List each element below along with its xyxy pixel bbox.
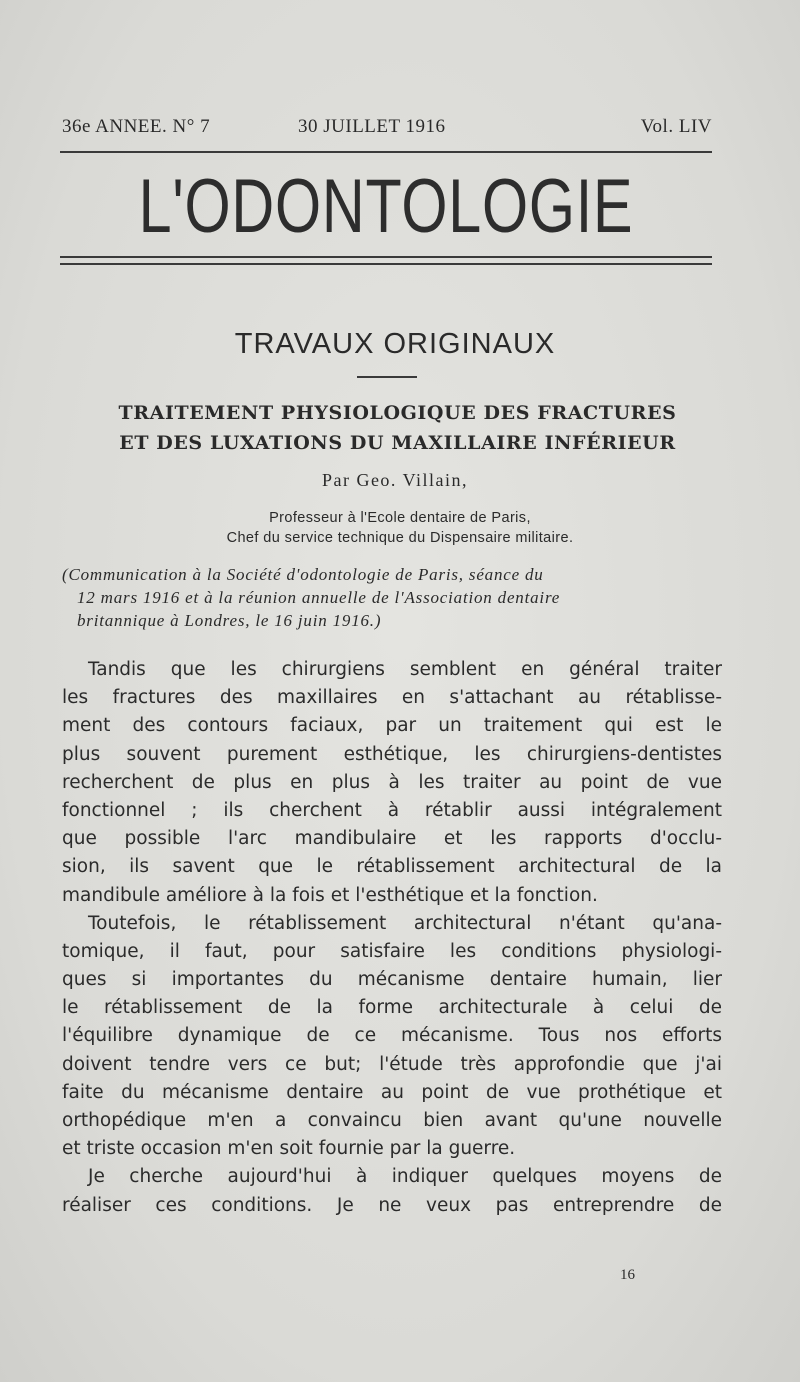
communication-line-3: britannique à Londres, le 16 juin 1916.) <box>77 611 382 630</box>
body-line: et triste occasion m'en soit fournie par la guerre. <box>62 1138 516 1160</box>
body-line: Toutefois, le rétablissement architectural n'étant qu'ana- <box>88 912 722 934</box>
body-line: l'équilibre dynamique de ce mécanisme. Tous nos efforts <box>62 1025 722 1047</box>
body-line: Je cherche aujourd'hui à indiquer quelques moyens de <box>88 1166 722 1188</box>
author-affiliation <box>0 508 800 548</box>
body-line: sion, ils savent que le rétablissement architectural de la <box>62 856 722 878</box>
body-line: Tandis que les chirurgiens semblent en général traiter <box>88 659 722 680</box>
issue-number: 36e ANNEE. N° 7 <box>62 116 211 137</box>
body-line: fonctionnel ; ils cherchent à rétablir aussi intégralement <box>62 799 722 821</box>
body-line: recherchent de plus en plus à les traiter au point de vue <box>62 771 722 793</box>
communication-note <box>62 563 722 632</box>
author-byline: Par Geo. Villain, <box>321 470 469 490</box>
communication-line-1: (Communication à la Société d'odontologie de Paris, séance du <box>62 565 544 584</box>
article-body <box>62 656 722 1220</box>
body-line: les fractures des maxillaires en s'attachant au rétablisse- <box>62 687 722 709</box>
body-line: ques si importantes du mécanisme dentaire humain, lier <box>62 969 722 991</box>
issue-date: 30 JUILLET 1916 <box>298 116 446 137</box>
body-line: tomique, il faut, pour satisfaire les conditions physiologi- <box>62 940 722 962</box>
section-title: TRAVAUX ORIGINAUX <box>234 328 556 360</box>
affiliation-line-2: Chef du service technique du Dispensaire militaire. <box>226 530 574 546</box>
body-line: que possible l'arc mandibulaire et les rapports d'occlu- <box>62 828 722 850</box>
section-divider <box>357 376 417 378</box>
article-title-line-2: ET DES LUXATIONS DU MAXILLAIRE INFÉRIEUR <box>119 432 676 454</box>
article-title <box>30 398 765 458</box>
header-rule <box>60 151 712 153</box>
body-line: ment des contours faciaux, par un traitement qui est le <box>62 715 722 737</box>
masthead-rule-lower <box>60 263 712 265</box>
running-header <box>62 116 712 146</box>
communication-line-2: 12 mars 1916 et à la réunion annuelle de l'Association dentaire <box>77 588 561 607</box>
article-title-line-1: TRAITEMENT PHYSIOLOGIQUE DES FRACTURES <box>118 402 677 424</box>
page-folio: 16 <box>620 1267 635 1283</box>
masthead-rule-upper <box>60 256 712 258</box>
body-line: plus souvent purement esthétique, les chirurgiens-dentistes <box>62 743 722 765</box>
body-line: mandibule améliore à la fois et l'esthétique et la fonction. <box>62 884 598 906</box>
body-line: orthopédique m'en a convaincu bien avant qu'une nouvelle <box>62 1110 722 1131</box>
volume-number: Vol. LIV <box>640 116 712 137</box>
body-line: doivent tendre vers ce but; l'étude très approfondie que j'ai <box>62 1053 722 1075</box>
body-line: le rétablissement de la forme architecturale à celui de <box>62 997 722 1019</box>
body-line: faite du mécanisme dentaire au point de vue prothétique et <box>62 1081 722 1103</box>
journal-masthead: L'ODONTOLOGIE <box>138 164 634 249</box>
body-line: réaliser ces conditions. Je ne veux pas entreprendre de <box>62 1194 722 1216</box>
affiliation-line-1: Professeur à l'Ecole dentaire de Paris, <box>269 510 531 526</box>
